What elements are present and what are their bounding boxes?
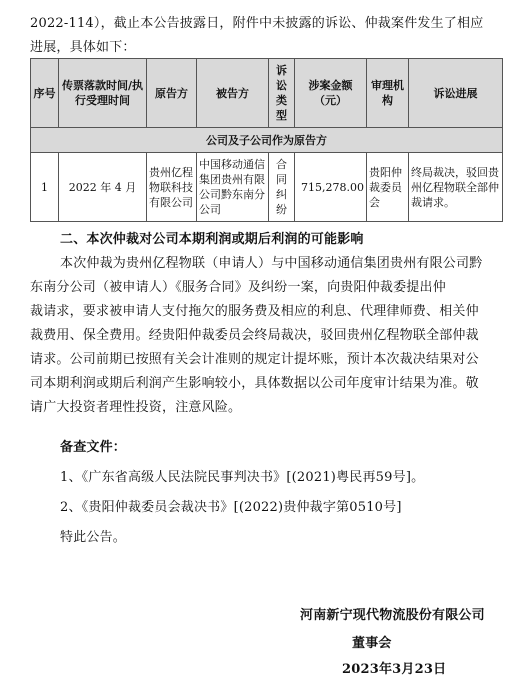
cell-progress: 终局裁决，驳回贵州亿程物联全部仲裁请求。 — [409, 153, 503, 222]
header-defendant: 被告方 — [197, 59, 269, 128]
paragraph-line: 请广大投资者理性投资，注意风险。 — [30, 400, 242, 415]
cell-court: 贵阳仲裁委员会 — [367, 153, 409, 222]
litigation-table — [30, 58, 503, 222]
cell-time: 2022 年 4 月 — [59, 153, 147, 222]
cell-index: 1 — [31, 153, 59, 222]
board-label: 董事会 — [352, 636, 392, 651]
doc-item-2: 2、《贵阳仲裁委员会裁决书》[(2022)贵仲裁字第0510号] — [60, 500, 402, 515]
cell-defendant: 中国移动通信集团贵州有限公司黔东南分公司 — [197, 153, 269, 222]
docs-heading: 备查文件： — [60, 440, 127, 455]
header-index: 序号 — [31, 59, 59, 128]
intro-line-1: 2022-114），截止本公告披露日，附件中未披露的诉讼、仲裁案件发生了相应 — [30, 16, 484, 31]
header-court: 审理机构 — [367, 59, 409, 128]
table-header-row — [31, 59, 503, 128]
header-plaintiff: 原告方 — [147, 59, 197, 128]
paragraph-line: 东南分公司（被申请人）《服务合同》及纠纷一案，向贵阳仲裁委提出仲 — [30, 280, 446, 295]
cell-plaintiff: 贵州亿程物联科技有限公司 — [147, 153, 197, 222]
cell-amount: 715,278.00 — [295, 153, 367, 222]
table-section-row — [31, 128, 503, 153]
header-type: 诉讼类型 — [269, 59, 295, 128]
section-title: 公司及子公司作为原告方 — [31, 128, 503, 153]
header-amount: 涉案金额（元） — [295, 59, 367, 128]
intro-line-2: 进展，具体如下： — [30, 40, 136, 55]
paragraph-line: 裁费用、保全费用。经贵阳仲裁委员会终局裁决，驳回贵州亿程物联全部仲裁 — [30, 328, 479, 343]
closing-text: 特此公告。 — [60, 530, 127, 545]
table-row — [31, 153, 503, 222]
paragraph-line: 本次仲裁为贵州亿程物联（申请人）与中国移动通信集团贵州有限公司黔 — [60, 256, 483, 271]
header-progress: 诉讼进展 — [409, 59, 503, 128]
paragraph-line: 请求。公司前期已按照有关会计准则的规定计提坏账，预计本次裁决结果对公 — [30, 352, 479, 367]
paragraph-line: 裁请求，要求被申请人支付拖欠的服务费及相应的利息、代理律师费、相关仲 — [30, 304, 479, 319]
cell-type: 合同纠纷 — [269, 153, 295, 222]
paragraph-line: 司本期利润或期后利润产生影响较小，具体数据以公司年度审计结果为准。敬 — [30, 376, 479, 391]
doc-item-1: 1、《广东省高级人民法院民事判决书》[(2021)粤民再59号]。 — [60, 470, 425, 485]
company-name: 河南新宁现代物流股份有限公司 — [300, 608, 485, 623]
section2-heading: 二、本次仲裁对公司本期利润或期后利润的可能影响 — [60, 232, 364, 247]
header-time: 传票落款时间/执行受理时间 — [59, 59, 147, 128]
announcement-date: 2023年3月23日 — [342, 662, 447, 677]
